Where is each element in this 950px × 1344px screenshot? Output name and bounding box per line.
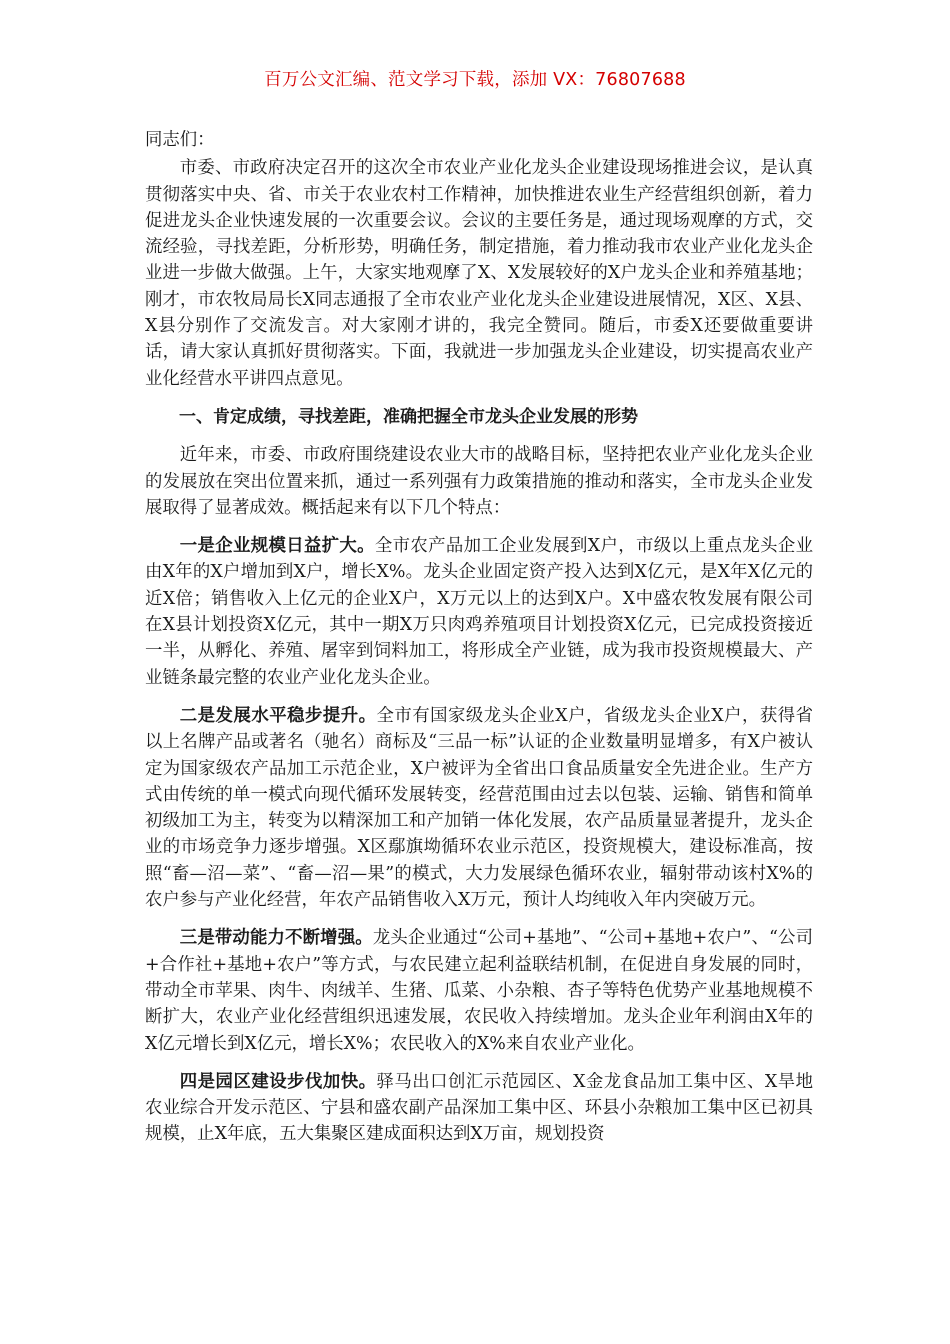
intro-paragraph: 市委、市政府决定召开的这次全市农业产业化龙头企业建设现场推进会议，是认真贯彻落实中央、省、市关于农业农村工作精神，加快推进农业生产经营组织创新，着力促进龙头企业快速发展的一次重要会议。会议的主要任务是，通过现场观摩的方式，交流经验，寻找差距，分析形势，明确任务，制定措施，着力推动我市农业产业化龙头企业进一步做大做强。上午，大家实地观摩了X、X发展较好的X户龙头企业和养殖基地；刚才，市农牧局局长X同志通报了全市农业产业化龙头企业建设进展情况，X区、X县、X县分别作了交流发言。对大家刚才讲的，我完全赞同。随后，市委X还要做重要讲话，请大家认真抓好贯彻落实。下面，我就进一步加强龙头企业建设，切实提高农业产业化经营水平讲四点意见。	[145, 158, 813, 389]
point-lead: 四是园区建设步伐加快。	[179, 1071, 377, 1092]
point-text: 全市有国家级龙头企业X户，省级龙头企业X户，获得省以上名牌产品或著名（驰名）商标及“三品一标”认证的企业数量明显增多，有X户被认定为国家级农产品加工示范企业，X户被评为全省出口食品质量安全先进企业。生产方式由传统的单一模式向现代循环发展转变，经营范围由过去以包装、运输、销售和简单初级加工为主，转变为以精深加工和产加销一体化发展，农产品质量显著提升，龙头企业的市场竞争力逐步增强。X区鄢旗坳循环农业示范区，投资规模大，建设标准高，按照“畜—沼—菜”、“畜—沼—果”的模式，大力发展绿色循环农业，辐射带动该村X%的农户参与产业化经营，年农产品销售收入X万元，预计人均纯收入年内突破万元。	[145, 705, 813, 911]
point-lead: 二是发展水平稳步提升。	[179, 705, 377, 726]
point-paragraph	[145, 1069, 813, 1148]
watermark-banner: 百万公文汇编、范文学习下载，添加 VX：76807688	[264, 70, 686, 90]
point-paragraph	[145, 925, 813, 1056]
document-body	[145, 127, 813, 1148]
point-lead: 一是企业规模日益扩大。	[179, 536, 375, 557]
salutation: 同志们：	[145, 130, 215, 150]
point-paragraph	[145, 533, 813, 691]
point-text: 龙头企业通过“公司+基地”、“公司+基地+农户”、“公司+合作社+基地+农户”等方式，与农民建立起利益联结机制，在促进自身发展的同时，带动全市苹果、肉牛、肉绒羊、生猪、瓜菜、小杂粮、杏子等特色优势产业基地规模不断扩大，农业产业化经营组织迅速发展，农民收入持续增加。龙头企业年利润由X年的X亿元增长到X亿元，增长X%；农民收入的X%来自农业产业化。	[145, 928, 813, 1054]
point-lead: 三是带动能力不断增强。	[179, 928, 373, 949]
point-text: 驿马出口创汇示范园区、X金龙食品加工集中区、X旱地农业综合开发示范区、宁县和盛农副产品深加工集中区、环县小杂粮加工集中区已初具规模，止X年底，五大集聚区建成面积达到X万亩，规划投资	[145, 1071, 813, 1145]
point-paragraph	[145, 703, 813, 913]
section-heading: 一、肯定成绩，寻找差距，准确把握全市龙头企业发展的形势	[179, 406, 638, 427]
point-text: 全市农产品加工企业发展到X户，市级以上重点龙头企业由X年的X户增加到X户，增长X%。龙头企业固定资产投入达到X亿元，是X年X亿元的近X倍；销售收入上亿元的企业X户，X万元以上的达到X户。X中盛农牧发展有限公司在X县计划投资X亿元，其中一期X万只肉鸡养殖项目计划投资X亿元，已完成投资接近一半，从孵化、养殖、屠宰到饲料加工，将形成全产业链，成为我市投资规模最大、产业链条最完整的农业产业化龙头企业。	[145, 536, 813, 688]
section-intro-paragraph: 近年来，市委、市政府围绕建设农业大市的战略目标，坚持把农业产业化龙头企业的发展放在突出位置来抓，通过一系列强有力政策措施的推动和落实，全市龙头企业发展取得了显著成效。概括起来有以下几个特点：	[145, 445, 813, 518]
